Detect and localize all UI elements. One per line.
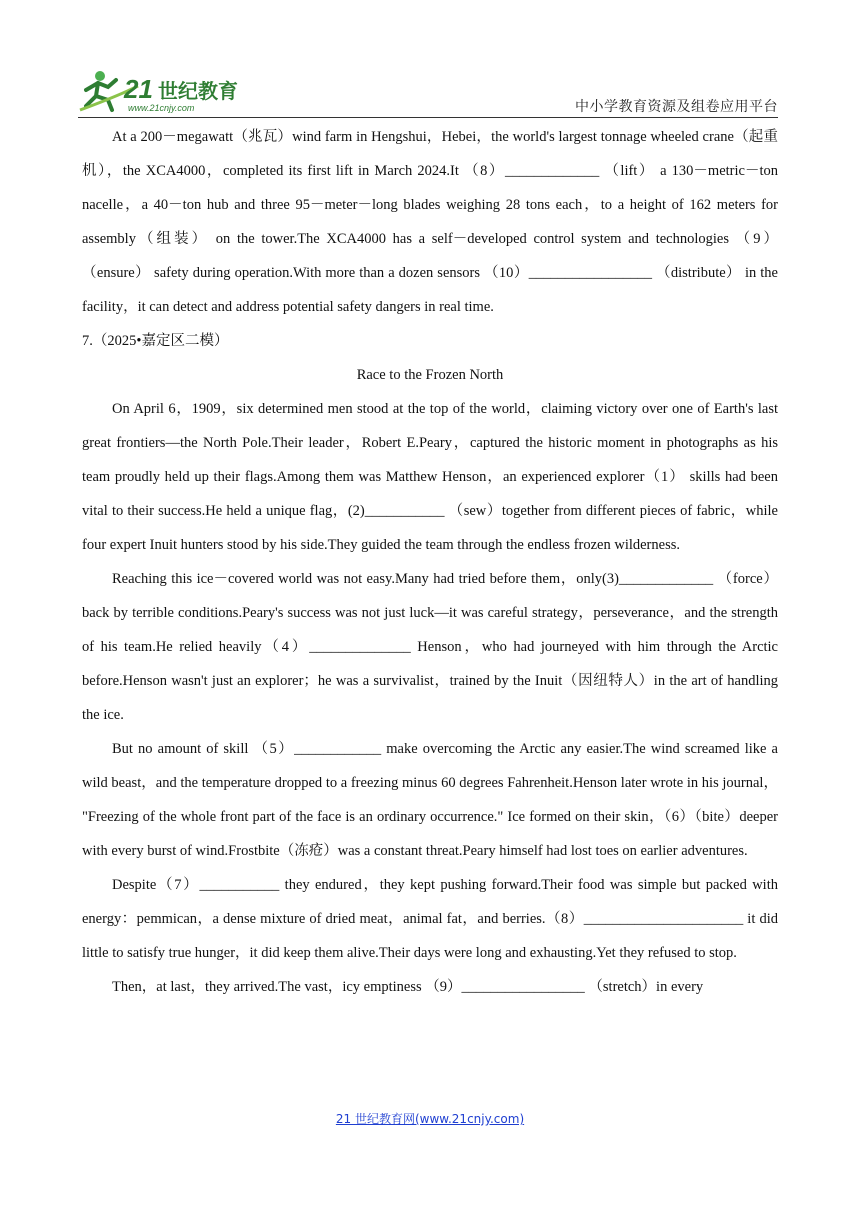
passage-paragraph-1: On April 6，1909，six determined men stood at the top of the world，claiming victory over one of Earth's last great frontiers—the North Pole.Their leader，Robert E.Peary，captured the historic moment in photographs as his team proudly held up their flags.Among them was Matthew Henson，an experienced explorer（1） skills had been vital to their success.He held a unique flag，(2)___________ （sew）together from different pieces of fabric，while four expert Inuit hunters stood by his side.They guided the team through the endless frozen wilderness. (82, 401, 778, 553)
passage-paragraph-3: But no amount of skill （5）____________ make overcoming the Arctic any easier.The wind screamed like a wild beast，and the temperature dropped to a freezing minus 60 degrees Fahrenheit.Henson later wrote in his journal， "Freezing of the whole front part of the face is an ordinary occurrence." Ice formed on their skin，（6）（bite）deeper with every burst of wind.Frostbite（冻疮）was a constant threat.Peary himself had lost toes on earlier adventures. (82, 741, 778, 859)
document-body (82, 120, 778, 1004)
passage-paragraph-2: Reaching this ice－covered world was not easy.Many had tried before them，only(3)_____________ （force） back by terrible conditions.Peary's success was not just luck—it was careful strategy，perseverance，and the strength of his team.He relied heavily（4）______________ Henson，who had journeyed with him through the Arctic before.Henson wasn't just an explorer；he was a survivalist，trained by the Inuit（因纽特人）in the art of handling the ice. (82, 571, 778, 723)
footer-link[interactable]: 21 世纪教育网(www.21cnjy.com) (335, 1112, 525, 1126)
passage-paragraph-5: Then，at last，they arrived.The vast，icy emptiness （9）_________________ （stretch）in every (112, 979, 704, 995)
question-number: 7.（2025•嘉定区二模） (82, 333, 229, 349)
site-logo (78, 66, 268, 116)
paragraph: At a 200－megawatt（兆瓦）wind farm in Hengshui，Hebei，the world's largest tonnage wheeled crane（起重机），the XCA4000，completed its first lift in March 2024.It （8）_____________ （lift） a 130－metric－ton nacelle，a 40－ton hub and three 95－meter－long blades weighing 28 tons each，to a height of 162 meters for assembly（组装） on the tower.The XCA4000 has a self－developed control system and technologies （9）（ensure） safety during operation.With more than a dozen sensors （10）_________________ （distribute） in the facility，it can detect and address potential safety dangers in real time. (82, 129, 778, 315)
passage-title: Race to the Frozen North (356, 367, 504, 383)
header-divider (78, 117, 778, 118)
passage-paragraph-4: Despite（7）___________ they endured，they kept pushing forward.Their food was simple but packed with energy：pemmican，a dense mixture of dried meat，animal fat，and berries.（8）______________________ it did little to satisfy true hunger，it did keep them alive.Their days were long and exhausting.Yet they refused to stop. (82, 877, 778, 961)
svg-text:21: 21 (124, 74, 153, 104)
svg-text:www.21cnjy.com: www.21cnjy.com (128, 103, 195, 113)
svg-text:世纪教育: 世纪教育 (158, 79, 238, 103)
platform-tagline: 中小学教育资源及组卷应用平台 (575, 99, 778, 115)
page-header (78, 66, 778, 118)
